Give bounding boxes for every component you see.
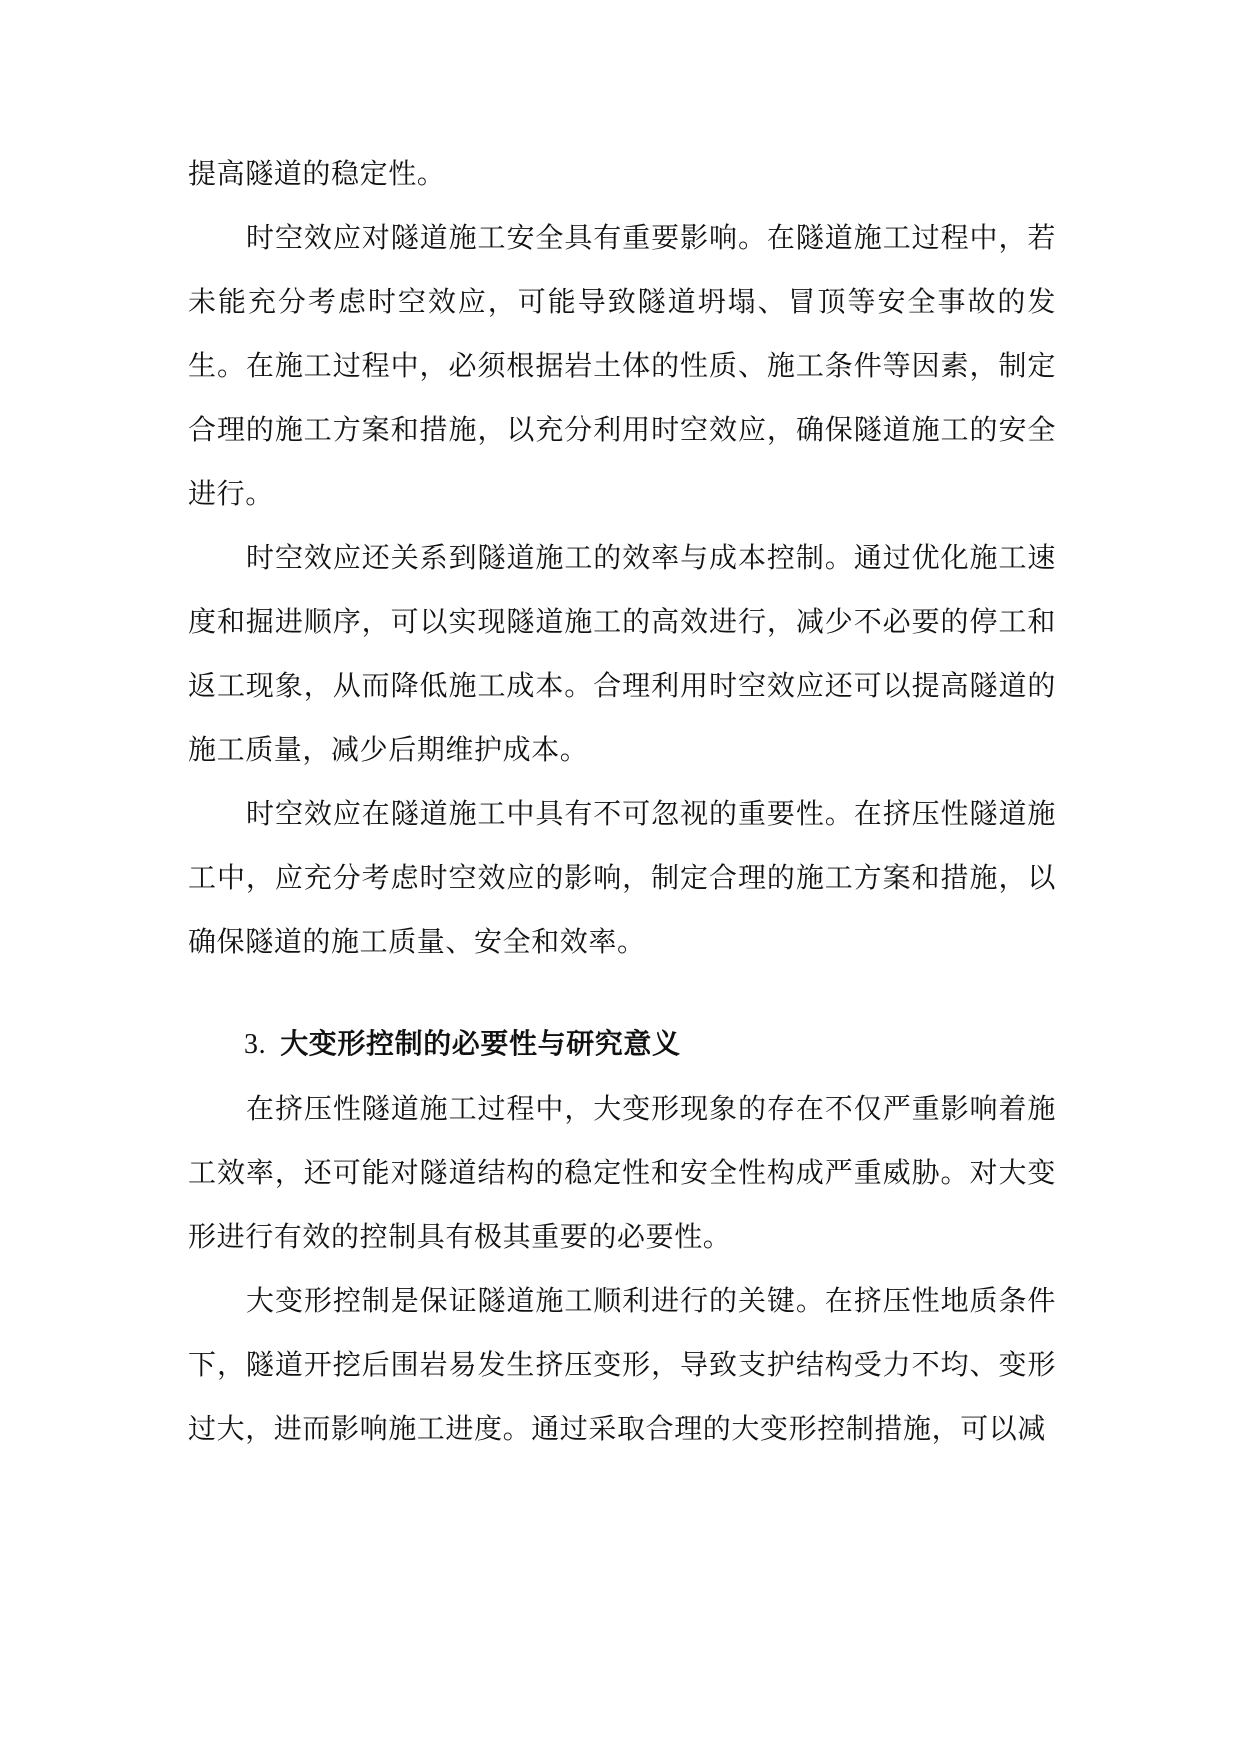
section-title: 大变形控制的必要性与研究意义 — [280, 1027, 681, 1060]
section-heading — [188, 1012, 1056, 1077]
section-number: 3. — [244, 1029, 267, 1060]
paragraph-importance: 时空效应在隧道施工中具有不可忽视的重要性。在挤压性隧道施工中，应充分考虑时空效应的影响，制定合理的施工方案和措施，以确保隧道的施工质量、安全和效率。 — [188, 797, 1056, 958]
paragraph-control-key: 大变形控制是保证隧道施工顺利进行的关键。在挤压性地质条件下，隧道开挖后围岩易发生挤压变形，导致支护结构受力不均、变形过大，进而影响施工进度。通过采取合理的大变形控制措施，可以减 — [188, 1284, 1056, 1445]
paragraph-safety: 时空效应对隧道施工安全具有重要影响。在隧道施工过程中，若未能充分考虑时空效应，可能导致隧道坍塌、冒顶等安全事故的发生。在施工过程中，必须根据岩土体的性质、施工条件等因素，制定合理的施工方案和措施，以充分利用时空效应，确保隧道施工的安全进行。 — [188, 221, 1056, 510]
document-body — [188, 142, 1056, 1461]
paragraph-continued: 提高隧道的稳定性。 — [188, 157, 446, 190]
paragraph-necessity: 在挤压性隧道施工过程中，大变形现象的存在不仅严重影响着施工效率，还可能对隧道结构的稳定性和安全性构成严重威胁。对大变形进行有效的控制具有极其重要的必要性。 — [188, 1092, 1056, 1253]
paragraph-efficiency: 时空效应还关系到隧道施工的效率与成本控制。通过优化施工速度和掘进顺序，可以实现隧道施工的高效进行，减少不必要的停工和返工现象，从而降低施工成本。合理利用时空效应还可以提高隧道的施工质量，减少后期维护成本。 — [188, 541, 1056, 766]
